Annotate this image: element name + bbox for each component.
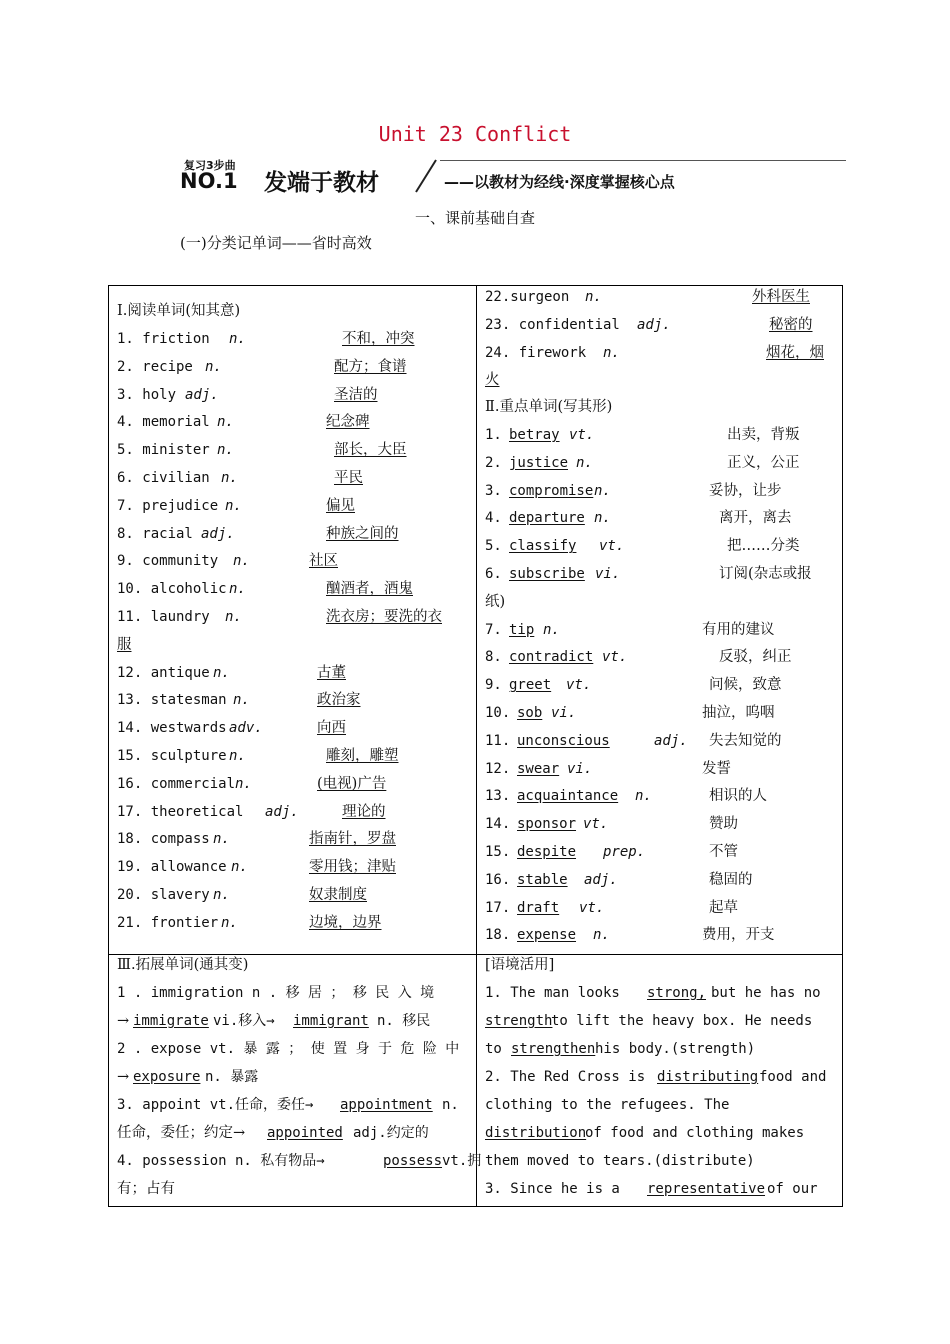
line: clothing to the refugees. The (485, 1097, 730, 1113)
part-of-speech: n. (221, 914, 238, 931)
meaning: 平民 (334, 470, 363, 486)
meaning-continued: 火 (485, 372, 500, 389)
item-number: 17. (485, 899, 511, 916)
answer: immigrate (133, 1013, 209, 1029)
part-of-speech: adj. (637, 316, 671, 333)
subsection-heading: (一)分类记单词——省时高效 (180, 234, 372, 252)
line: adj.约定的 (353, 1125, 429, 1141)
meaning: 问候，致意 (709, 677, 782, 694)
meaning: 订阅(杂志或报 (719, 566, 812, 582)
word: 1. friction (117, 331, 210, 347)
word: 6. civilian (117, 470, 210, 486)
part-of-speech: vt. (579, 899, 605, 916)
line: 4. possession n. 私有物品→ (117, 1153, 325, 1169)
line: 1 . immigration n . 移 居 ； 移 民 入 境 (117, 985, 435, 1001)
meaning: 零用钱；津贴 (309, 859, 396, 876)
part-of-speech: n. (229, 581, 246, 598)
line: them moved to tears.(distribute) (485, 1153, 755, 1169)
meaning: 费用，开支 (702, 927, 775, 944)
line: n. 移民 (377, 1013, 431, 1029)
context-header: [语境活用] (485, 957, 555, 973)
key-word: greet (509, 677, 552, 694)
answer: strength (485, 1013, 553, 1029)
part-of-speech: n. (221, 470, 238, 486)
item-number: 4. (485, 510, 502, 527)
part-of-speech: vi. (567, 760, 593, 777)
meaning: 配方；食谱 (334, 358, 407, 375)
meaning: 偏见 (326, 497, 355, 514)
key-word: contradict (509, 649, 594, 666)
meaning: (电视)广告 (317, 775, 387, 792)
banner-subtitle: ——以教材为经线·深度掌握核心点 (444, 173, 675, 191)
part-of-speech: n. (205, 358, 222, 375)
key-word: classify (509, 538, 577, 555)
key-word: compromise (509, 482, 594, 499)
item-number: 8. (485, 649, 502, 666)
key-word: acquaintance (517, 788, 619, 805)
part-of-speech: n. (594, 482, 611, 499)
part-of-speech: adj. (185, 386, 219, 403)
banner-small-label: 复习3步曲 (184, 159, 236, 172)
banner-main-title: 发端于教材 (264, 170, 379, 196)
answer: immigrant (293, 1013, 369, 1029)
word: 10. alcoholic (117, 581, 227, 598)
part-of-speech: vi. (551, 705, 577, 721)
key-word: betray (509, 427, 560, 443)
meaning: 社区 (309, 553, 338, 570)
word: 7. prejudice (117, 497, 219, 514)
key-words-header: Ⅱ.重点单词(写其形) (485, 399, 613, 415)
part-of-speech: n. (225, 497, 242, 514)
key-word: justice (509, 454, 569, 471)
answer: exposure (133, 1069, 201, 1085)
meaning: 纪念碑 (326, 414, 370, 431)
part-of-speech: n. (217, 414, 234, 431)
arrow: → (117, 1013, 130, 1029)
expand-header: Ⅲ.拓展单词(通其变) (117, 957, 249, 973)
meaning: 发誓 (702, 760, 731, 777)
line: vi.移入→ (213, 1013, 275, 1029)
meaning: 不管 (709, 844, 738, 860)
part-of-speech: n. (229, 748, 246, 764)
line: 1. The man looks (485, 985, 620, 1001)
banner-rule (440, 160, 846, 161)
part-of-speech: n. (213, 831, 230, 848)
key-word: despite (517, 844, 577, 860)
part-of-speech: n. (585, 289, 602, 305)
meaning: 把……分类 (727, 538, 800, 555)
word: 11. laundry (117, 609, 210, 625)
key-word: sob (517, 705, 543, 721)
meaning: 起草 (709, 899, 738, 916)
part-of-speech: adj. (265, 803, 299, 820)
part-of-speech: n. (217, 442, 234, 459)
word: 13. statesman (117, 692, 227, 709)
item-number: 6. (485, 566, 502, 582)
meaning: 洗衣房；要洗的衣 (326, 609, 442, 625)
word: 15. sculpture (117, 748, 227, 764)
word: 4. memorial (117, 414, 210, 431)
part-of-speech: vt. (566, 677, 592, 694)
part-of-speech: vt. (583, 816, 609, 833)
key-word: stable (517, 871, 568, 888)
slash-divider-icon (412, 158, 440, 194)
line: 有；占有 (117, 1181, 175, 1197)
line: 3. appoint vt.任命，委任→ (117, 1097, 314, 1113)
meaning: 正义，公正 (727, 454, 800, 471)
item-number: 11. (485, 732, 511, 749)
answer: representative (647, 1181, 766, 1197)
meaning: 边境，边界 (309, 914, 382, 931)
part-of-speech: n. (593, 927, 610, 944)
word: 8. racial (117, 525, 193, 542)
item-number: 16. (485, 871, 511, 888)
meaning: 稳固的 (709, 871, 753, 888)
meaning: 不和，冲突 (342, 331, 415, 347)
part-of-speech: prep. (603, 844, 646, 860)
word: 3. holy (117, 386, 177, 403)
item-number: 7. (485, 621, 502, 638)
part-of-speech: n. (213, 887, 230, 903)
key-word: draft (517, 899, 560, 916)
answer: strengthen (511, 1041, 596, 1057)
answer: appointment (340, 1097, 433, 1113)
part-of-speech: n. (603, 344, 620, 361)
banner-number: NO.1 (180, 169, 238, 193)
meaning: 酗酒者，酒鬼 (326, 581, 413, 598)
word: 21. frontier (117, 914, 219, 931)
row-divider (109, 954, 842, 955)
line: n. (442, 1097, 459, 1113)
key-word: subscribe (509, 566, 585, 582)
item-number: 13. (485, 788, 511, 805)
part-of-speech: n. (233, 692, 250, 709)
section-heading: 一、课前基础自查 (414, 209, 535, 227)
answer: distributing (657, 1069, 759, 1085)
part-of-speech: adv. (229, 720, 263, 737)
key-word: expense (517, 927, 577, 944)
meaning: 相识的人 (709, 788, 767, 805)
part-of-speech: n. (594, 510, 611, 527)
key-word: unconscious (517, 732, 610, 749)
word: 22.surgeon (485, 289, 570, 305)
answer: appointed (267, 1125, 343, 1141)
line: of our (767, 1181, 818, 1197)
part-of-speech: n. (576, 454, 593, 471)
reading-header: Ⅰ.阅读单词(知其意) (117, 303, 241, 319)
item-number: 12. (485, 760, 511, 777)
part-of-speech: n. (225, 609, 242, 625)
meaning: 有用的建议 (702, 621, 775, 638)
line: his body.(strength) (595, 1041, 756, 1057)
line: vt.拥 (442, 1153, 482, 1169)
meaning: 指南针，罗盘 (309, 831, 396, 848)
item-number: 5. (485, 538, 502, 555)
word: 18. compass (117, 831, 210, 848)
part-of-speech: vi. (595, 566, 621, 582)
word: 19. allowance (117, 859, 227, 876)
meaning: 妥协，让步 (709, 482, 782, 499)
part-of-speech: adj. (654, 732, 688, 749)
meaning: 部长，大臣 (334, 442, 407, 459)
meaning: 失去知觉的 (709, 732, 782, 749)
line: but he has no (711, 985, 821, 1001)
meaning: 赞助 (709, 816, 738, 833)
line: 任命，委任；约定→ (117, 1125, 246, 1141)
line: to (485, 1041, 502, 1057)
part-of-speech: vt. (569, 427, 595, 443)
word: 17. theoretical (117, 803, 244, 820)
meaning: 古董 (317, 664, 346, 681)
line: 2. The Red Cross is (485, 1069, 646, 1085)
vocabulary-table (108, 285, 843, 1207)
word: 24. firework (485, 344, 587, 361)
answer: distribution (485, 1125, 587, 1141)
word: 16. commercial (117, 775, 236, 792)
meaning: 抽泣，呜咽 (702, 705, 775, 721)
word: 5. minister (117, 442, 210, 459)
part-of-speech: vt. (602, 649, 628, 666)
item-number: 14. (485, 816, 511, 833)
column-divider (476, 286, 477, 1206)
line: of food and clothing makes (585, 1125, 805, 1141)
part-of-speech: n. (231, 859, 248, 876)
key-word: sponsor (517, 816, 577, 833)
meaning: 雕刻，雕塑 (326, 748, 399, 764)
item-number: 9. (485, 677, 502, 694)
meaning: 理论的 (342, 803, 386, 820)
meaning: 外科医生 (752, 289, 810, 305)
part-of-speech: vt. (599, 538, 625, 555)
key-word: tip (509, 621, 535, 638)
meaning: 奴隶制度 (309, 887, 367, 903)
meaning: 秘密的 (769, 316, 813, 333)
answer: possess (383, 1153, 443, 1169)
part-of-speech: n. (229, 331, 246, 347)
item-number: 18. (485, 927, 511, 944)
meaning: 种族之间的 (326, 525, 399, 542)
word: 14. westwards (117, 720, 227, 737)
meaning-continued: 服 (117, 636, 132, 653)
word: 2. recipe (117, 358, 193, 375)
line: 2 . expose vt. 暴 露 ； 使 置 身 于 危 险 中 (117, 1041, 460, 1057)
page-title: Unit 23 Conflict (378, 122, 572, 146)
part-of-speech: n. (233, 553, 250, 570)
meaning: 烟花，烟 (766, 344, 824, 361)
item-number: 15. (485, 844, 511, 860)
part-of-speech: n. (235, 775, 252, 792)
word: 20. slavery (117, 887, 210, 903)
part-of-speech: n. (635, 788, 652, 805)
answer: strong, (647, 985, 707, 1001)
part-of-speech: adj. (584, 871, 618, 888)
word: 12. antique (117, 664, 210, 681)
item-number: 1. (485, 427, 502, 443)
meaning: 反驳，纠正 (719, 649, 792, 666)
item-number: 2. (485, 454, 502, 471)
key-word: departure (509, 510, 585, 527)
line: n. 暴露 (205, 1069, 259, 1085)
item-number: 10. (485, 705, 511, 721)
meaning: 出卖，背叛 (727, 427, 800, 443)
key-word: swear (517, 760, 560, 777)
meaning: 政治家 (317, 692, 361, 709)
line: 3. Since he is a (485, 1181, 620, 1197)
arrow: → (117, 1069, 130, 1085)
word: 9. community (117, 553, 219, 570)
line: to lift the heavy box. He needs (551, 1013, 813, 1029)
meaning-continued: 纸) (485, 593, 506, 610)
part-of-speech: n. (213, 664, 230, 681)
word: 23. confidential (485, 316, 620, 333)
meaning: 圣洁的 (334, 386, 378, 403)
part-of-speech: n. (543, 621, 560, 638)
line: food and (759, 1069, 827, 1085)
meaning: 向西 (317, 720, 346, 737)
meaning: 离开，离去 (719, 510, 792, 527)
item-number: 3. (485, 482, 502, 499)
part-of-speech: adj. (201, 525, 235, 542)
section-banner (180, 156, 846, 196)
